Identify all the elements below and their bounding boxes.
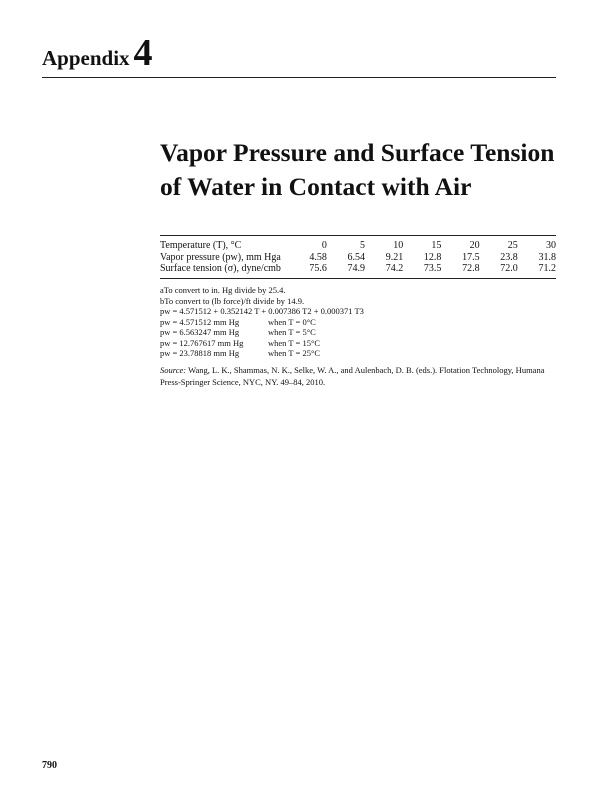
vapor-pressure-formula: pw = 4.571512 + 0.352142 T + 0.007386 T2 + 0.000371 T3 <box>160 306 364 316</box>
heading-rule <box>42 77 556 78</box>
appendix-heading <box>42 34 153 72</box>
table-top-rule <box>160 235 556 236</box>
table-cell: 9.21 <box>385 251 404 263</box>
table-cell: 0 <box>321 240 327 251</box>
table-cell: 23.8 <box>500 251 518 263</box>
case-value: pw = 4.571512 mm Hg <box>160 316 240 327</box>
table-cell: 71.2 <box>538 263 556 274</box>
formula-case <box>160 348 560 359</box>
appendix-number: 4 <box>133 32 153 74</box>
case-value: pw = 12.767617 mm Hg <box>160 337 244 348</box>
table-cell: 12.8 <box>423 251 442 263</box>
case-value: pw = 23.78818 mm Hg <box>160 348 240 358</box>
table-notes <box>160 285 560 388</box>
footnote-b: bTo convert to (lb force)/ft divide by 14.9. <box>160 295 305 306</box>
table-cell: 31.8 <box>538 251 556 263</box>
table-cell: 4.58 <box>309 251 327 263</box>
footnote-a: aTo convert to in. Hg divide by 25.4. <box>160 285 286 295</box>
row-label: Surface tension (σ), dyne/cmb <box>160 263 281 274</box>
table-cell: 74.9 <box>347 263 366 274</box>
case-condition: when T = 0°C <box>268 316 316 327</box>
case-condition: when T = 25°C <box>268 348 321 358</box>
row-label: Temperature (T), °C <box>160 240 242 251</box>
table-row <box>160 263 556 275</box>
source-text: Wang, L. K., Shammas, N. K., Selke, W. A., and Aulenbach, D. B. (eds.). Flotation Technology, Humana Press-Springer Science, NYC, NY. 49–84, 2010. <box>160 364 545 387</box>
table-cell: 20 <box>469 240 480 251</box>
table-bottom-rule <box>160 278 556 279</box>
table-cell: 10 <box>393 240 404 251</box>
table-row <box>160 252 556 264</box>
table-cell: 75.6 <box>309 263 327 274</box>
table-cell: 73.5 <box>423 263 442 274</box>
title-line-2: of Water in Contact with Air <box>160 172 472 201</box>
table-cell: 6.54 <box>347 251 366 263</box>
title-line-1: Vapor Pressure and Surface Tension <box>160 138 555 167</box>
case-value: pw = 6.563247 mm Hg <box>160 327 240 337</box>
table-cell: 25 <box>507 240 518 251</box>
table-cell: 72.8 <box>462 263 480 274</box>
table-cell: 5 <box>360 240 366 251</box>
case-condition: when T = 5°C <box>268 327 316 337</box>
table-cell: 30 <box>546 240 556 251</box>
table-cell: 17.5 <box>462 251 480 263</box>
case-condition: when T = 15°C <box>268 337 321 348</box>
page-title <box>160 136 580 204</box>
data-table <box>160 240 556 275</box>
table-cell: 72.0 <box>500 263 518 274</box>
page-number: 790 <box>42 760 57 771</box>
table-cell: 15 <box>431 240 442 251</box>
formula-case <box>160 327 560 338</box>
source-citation <box>160 364 560 388</box>
table-row <box>160 240 556 252</box>
source-label: Source: <box>160 364 187 375</box>
formula-case <box>160 317 560 328</box>
formula-case <box>160 338 560 349</box>
row-label: Vapor pressure (pw), mm Hga <box>160 251 281 263</box>
table-cell: 74.2 <box>385 263 404 274</box>
appendix-word: Appendix <box>42 46 130 70</box>
